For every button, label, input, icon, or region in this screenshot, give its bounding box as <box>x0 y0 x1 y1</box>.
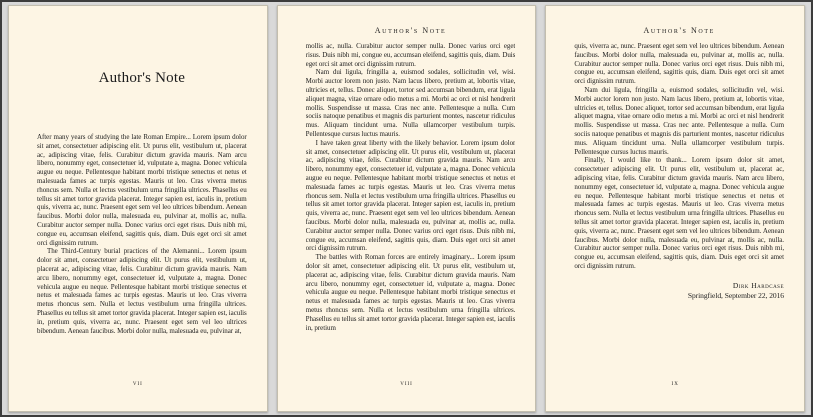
book-page-viii <box>277 5 537 412</box>
page-body <box>306 42 516 377</box>
page-body <box>574 42 784 377</box>
page-number: vii <box>132 378 143 387</box>
book-page-ix <box>545 5 805 412</box>
running-header: Author's Note <box>643 26 715 35</box>
page-body <box>37 133 247 377</box>
running-header: Author's Note <box>374 26 447 35</box>
author-signature <box>574 281 784 301</box>
body-paragraph: The battles with Roman forces are entirely imaginary... Lorem ipsum dolor sit amet, consectetuer adipiscing elit. Ut purus elit, vestibulum ut, placerat ac, adipiscing vitae, felis. Curabitur dictum gravida mauris. Nam arcu libero, nonummy eget, consectetuer id, vulputate a, magna. Donec vehicula augue eu neque. Pellentesque habitant morbi tristique senectus et netus et malesuada fames ac turpis egestas. Mauris ut leo. Cras viverra metus rhoncus sem. Nulla et lectus vestibulum urna fringilla ultrices. Phasellus eu tellus sit amet tortor gravida placerat. Integer sapien est, iaculis in, pretium <box>305 253 516 332</box>
body-paragraph: quis, viverra ac, nunc. Praesent eget sem vel leo ultrices bibendum. Aenean faucibus. Morbi dolor nulla, malesuada eu, pulvinar at, mollis ac, nulla. Curabitur auctor semper nulla. Donec varius orci eget risus. Duis nibh mi, congue eu, accumsan eleifend, sagittis quis, diam. Duis eget orci sit amet orci dignissim rutrum. <box>574 42 785 86</box>
signature-place-date: Springfield, September 22, 2016 <box>687 290 785 300</box>
page-number: ix <box>671 378 679 387</box>
body-paragraph: The Third-Century burial practices of the Alemanni... Lorem ipsum dolor sit amet, consectetuer adipiscing elit. Ut purus elit, vestibulum ut, placerat ac, adipiscing vitae, felis. Curabitur dictum gravida mauris. Nam arcu libero, nonummy eget, consectetuer id, vulputate a, magna. Donec vehicula augue eu neque. Pellentesque habitant morbi tristique senectus et netus et malesuada fames ac turpis egestas. Mauris ut leo. Cras viverra metus rhoncus sem. Nulla et lectus vestibulum urna fringilla ultrices. Phasellus eu tellus sit amet tortor gravida placerat. Integer sapien est, iaculis in, pretium quis, viverra ac, nunc. Praesent eget sem vel leo ultrices bibendum. Aenean faucibus. Morbi dolor nulla, malesuada eu, pulvinar at, <box>37 247 247 335</box>
signature-name: Dirk Hardcase <box>732 280 785 290</box>
book-page-vii <box>8 5 268 412</box>
body-paragraph: Finally, I would like to thank... Lorem ipsum dolor sit amet, consectetuer adipiscing elit. Ut purus elit, vestibulum ut, placerat ac, adipiscing vitae, felis. Curabitur dictum gravida mauris. Nam arcu libero, nonummy eget, consectetuer id, vulputate a, magna. Donec vehicula augue eu neque. Pellentesque habitant morbi tristique senectus et netus et malesuada fames ac turpis egestas. Mauris ut leo. Cras viverra metus rhoncus sem. Nulla et lectus vestibulum urna fringilla ultrices. Phasellus eu tellus sit amet tortor gravida placerat. Integer sapien est, iaculis in, pretium quis, viverra ac, nunc. Praesent eget sem vel leo ultrices bibendum. Aenean faucibus. Morbi dolor nulla, malesuada eu, pulvinar at, mollis ac, nulla. Curabitur auctor semper nulla. Donec varius orci eget risus. Duis nibh mi, congue eu, accumsan eleifend, sagittis quis, diam. Duis eget orci sit amet orci dignissim rutrum. <box>574 156 785 270</box>
body-paragraph: Nam dui ligula, fringilla a, euismod sodales, sollicitudin vel, wisi. Morbi auctor lorem non justo. Nam lacus libero, pretium at, lobortis vitae, ultricies et, tellus. Donec aliquet, tortor sed accumsan bibendum, erat ligula aliquet magna, vitae ornare odio metus a mi. Morbi ac orci et nisl hendrerit mollis. Suspendisse ut massa. Cras nec ante. Pellentesque a nulla. Cum sociis natoque penatibus et magnis dis parturient montes, nascetur ridiculus mus. Aliquam tincidunt urna. Nulla ullamcorper vestibulum turpis. Pellentesque cursus luctus mauris. <box>305 68 516 138</box>
body-paragraph: mollis ac, nulla. Curabitur auctor semper nulla. Donec varius orci eget risus. Duis nibh mi, congue eu, accumsan eleifend, sagittis quis, diam. Duis eget orci sit amet orci dignissim rutrum. <box>305 42 516 68</box>
body-paragraph: I have taken great liberty with the likely behavior. Lorem ipsum dolor sit amet, consectetuer adipiscing elit. Ut purus elit, vestibulum ut, placerat ac, adipiscing vitae, felis. Curabitur dictum gravida mauris. Nam arcu libero, nonummy eget, consectetuer id, vulputate a, magna. Donec vehicula augue eu neque. Pellentesque habitant morbi tristique senectus et netus et malesuada fames ac turpis egestas. Mauris ut leo. Cras viverra metus rhoncus sem. Nulla et lectus vestibulum urna fringilla ultrices. Phasellus eu tellus sit amet tortor gravida placerat. Integer sapien est, iaculis in, pretium quis, viverra ac, nunc. Praesent eget sem vel leo ultrices bibendum. Aenean faucibus. Morbi dolor nulla, malesuada eu, pulvinar at, mollis ac, nulla. Curabitur auctor semper nulla. Donec varius orci eget risus. Duis nibh mi, congue eu, accumsan eleifend, sagittis quis, diam. Duis eget orci sit amet orci dignissim rutrum. <box>305 138 516 253</box>
chapter-title: Author's Note <box>98 70 186 86</box>
body-paragraph: Nam dui ligula, fringilla a, euismod sodales, sollicitudin vel, wisi. Morbi auctor lorem non justo. Nam lacus libero, pretium at, lobortis vitae, ultricies et, tellus. Donec aliquet, tortor sed accumsan bibendum, erat ligula aliquet magna, vitae ornare odio metus a mi. Morbi ac orci et nisl hendrerit mollis. Suspendisse ut massa. Cras nec ante. Pellentesque a nulla. Cum sociis natoque penatibus et magnis dis parturient montes, nascetur ridiculus mus. Aliquam tincidunt urna. Nulla ullamcorper vestibulum turpis. Pellentesque cursus luctus mauris. <box>574 85 785 156</box>
body-paragraph: After many years of studying the late Roman Empire... Lorem ipsum dolor sit amet, consectetuer adipiscing elit. Ut purus elit, vestibulum ut, placerat ac, adipiscing vitae, felis. Curabitur dictum gravida mauris. Nam arcu libero, nonummy eget, consectetuer id, vulputate a, magna. Donec vehicula augue eu neque. Pellentesque habitant morbi tristique senectus et netus et malesuada fames ac turpis egestas. Mauris ut leo. Cras viverra metus rhoncus sem. Nulla et lectus vestibulum urna fringilla ultrices. Phasellus eu tellus sit amet tortor gravida placerat. Integer sapien est, iaculis in, pretium quis, viverra ac, nunc. Praesent eget sem vel leo ultrices bibendum. Aenean faucibus. Morbi dolor nulla, malesuada eu, pulvinar at, mollis ac, nulla. Curabitur auctor semper nulla. Donec varius orci eget risus. Duis nibh mi, congue eu, accumsan eleifend, sagittis quis, diam. Duis eget orci sit amet orci dignissim rutrum. <box>37 133 247 247</box>
page-number: viii <box>400 378 413 387</box>
